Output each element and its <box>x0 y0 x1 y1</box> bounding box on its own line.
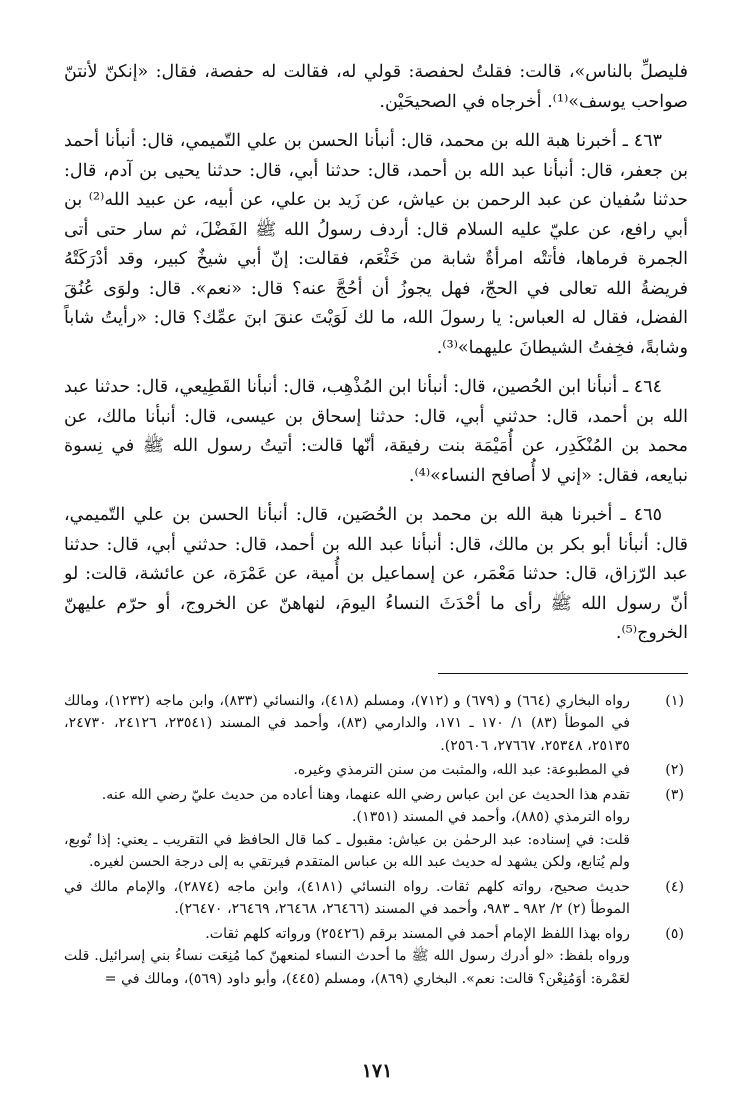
footnote-5 <box>64 923 688 991</box>
footnote-line: تقدم هذا الحديث عن ابن عباس رضي الله عنهما، وهنا أعاده من حديث عليّ رضي الله عنه. <box>101 786 630 803</box>
hadith-465: ٤٦٥ ـ أخبرنا هبة الله بن محمد بن الحُصَين، قال: أنبأنا الحسن بن علي التّميمي، قال: أنبأنا أبو بكر بن مالك، قال: أنبأنا عبد الله بن أحمد، قال: حدثني أبي، قال: حدثنا عبد الرّزاق، قال: حدثنا مَعْمَر، عن إسماعيل بن أُمية، عن عَمْرَة، عن عائشة، قالت: لو أنّ رسول الله ﷺ رأى ما أحْدَثَ النساءُ اليومَ، لنهاهنّ عن الخروج، أو حرّم عليهنّ الخروج⁽⁵⁾. <box>64 505 688 643</box>
footnote-body <box>64 876 630 921</box>
footnote-number: (١) <box>665 692 684 709</box>
hadith-463: ٤٦٣ ـ أخبرنا هبة الله بن محمد، قال: أنبأنا الحسن بن علي التّميمي، قال: أنبأنا أحمد بن جعفر، قال: أنبأنا عبد الله بن أحمد، قال: حدثنا أبي، قال: حدثنا يحيى بن آدم، قال: حدثنا سُفيان عن عبد الرحمن بن عياش، عن زَيد بن علي، عن أبيه، عن عبيد الله⁽²⁾ بن أبي رافع، عن عليّ عليه السلام قال: أردف رسولُ الله ﷺ الفَضْلَ، ثم سار حتى أتى الجمرة فرماها، فأتتْه امرأةٌ شابة من خَثْعَم، فقالت: إنّ أبي شيخٌ كبير، وقد أدْرَكَتْهُ فريضةُ الله تعالى في الحجّ، فهل يجوزُ أن أحُجَّ عنه؟ قال: «نعم». قال: ولوَى عُنُقَ الفضل، فقال له العباس: يا رسولَ الله، ما لك لَوَيْتَ عنقَ ابنَ عمِّك؟ قال: «رأيتُ شاباً وشابةً، فخِفتُ الشيطانَ عليهما»⁽³⁾. <box>64 131 688 358</box>
footnote-3 <box>64 784 688 874</box>
footnote-body <box>64 784 630 874</box>
footnote-line: رواه بهذا اللفظ الإمام أحمد في المسند برقم (٢٥٤٢٦) ورواته كلهم ثقات. <box>205 925 630 942</box>
footnotes <box>64 690 688 991</box>
footnote-line: ورواه بلفظ: «لو أدرك رسول الله ﷺ ما أحدث النساء لمنعهنّ كما مُنِعَت نساءُ بني إسرائيل. قلت لعَمْرة: أوَمُنِعْن؟ قالت: نعم». البخاري (٨٦٩)، ومسلم (٤٤٥)، وأبو داود (٥٦٩)، ومالك في = <box>64 948 630 987</box>
footnote-body <box>64 923 630 991</box>
main-text <box>64 58 688 649</box>
footnote-line: حديث صحيح، رواته كلهم ثقات. رواه النسائي (٤١٨١)، وابن ماجه (٢٨٧٤)، والإمام مالك في الموطأ (٢) ٢/ ٩٨٢ ـ ٩٨٣، وأحمد في المسند (٢٦٤٦٦، ٢٦٤٦٨، ٢٦٤٦٩، ٢٦٤٧٠). <box>64 878 630 917</box>
footnote-number: (٤) <box>665 878 684 895</box>
hadith-464: ٤٦٤ ـ أنبأنا ابن الحُصين، قال: أنبأنا ابن المُذْهِب، قال: أنبأنا القَطِيعي، قال: حدثنا عبد الله بن أحمد، قال: حدثني أبي، قال: حدثنا إسحاق بن عيسى، قال: أنبأنا مالك، عن محمد بن المُنْكَدِر، عن أُمَيْمَة بنت رفيقة، أنّها قالت: أتيتُ رسول الله ﷺ في نِسوة نبايعه، فقال: «إني لا أُصافح النساء»⁽⁴⁾. <box>64 377 688 486</box>
page-number: ١٧١ <box>361 1060 393 1082</box>
footnote-1 <box>64 690 688 758</box>
footnote-4 <box>64 876 688 921</box>
footnote-separator <box>438 673 688 674</box>
footnote-body <box>64 690 630 758</box>
paragraph-continuation: فليصلِّ بالناس»، قالت: فقلتُ لحفصة: قولي له، فقالت له حفصة، فقال: «إنكنّ لأنتنّ صواحب يوسف»⁽¹⁾. أخرجاه في الصحيحَيْن. <box>64 62 688 112</box>
footnote-number: (٣) <box>665 786 684 803</box>
footnote-line: رواه البخاري (٦٦٤) و (٦٧٩) و (٧١٢)، ومسلم (٤١٨)، والنسائي (٨٣٣)، وابن ماجه (١٢٣٢)، ومالك في الموطأ (٨٣) ١/ ١٧٠ ـ ١٧١، والدارمي (٨٣)، وأحمد في المسند (٢٣٥٤١، ٢٤١٢٦، ٢٤٧٣٠، ٢٥١٣٥، ٢٥٣٤٨، ٢٧٦٦٧، ٢٥٦٠٦). <box>64 692 630 754</box>
footnote-number: (٢) <box>665 762 684 778</box>
footnote-line: في المطبوعة: عبد الله، والمثبت من سنن الترمذي وغيره. <box>293 762 630 778</box>
footnote-line: رواه الترمذي (٨٨٥)، وأحمد في المسند (١٣٥١). <box>352 809 630 825</box>
footnote-line: قلت: في إسناده: عبد الرحمٰن بن عياش: مقبول ـ كما قال الحافظ في التقريب ـ يعني: إذا تُوبع، ولم يُتابع، ولكن يشهد له حديث عبد الله بن عباس المتقدم فيرتقي به إلى درجة الحسن لغيره. <box>64 831 630 870</box>
footnote-number: (٥) <box>665 925 684 942</box>
footnote-body <box>64 759 630 782</box>
footnote-2 <box>64 759 688 782</box>
